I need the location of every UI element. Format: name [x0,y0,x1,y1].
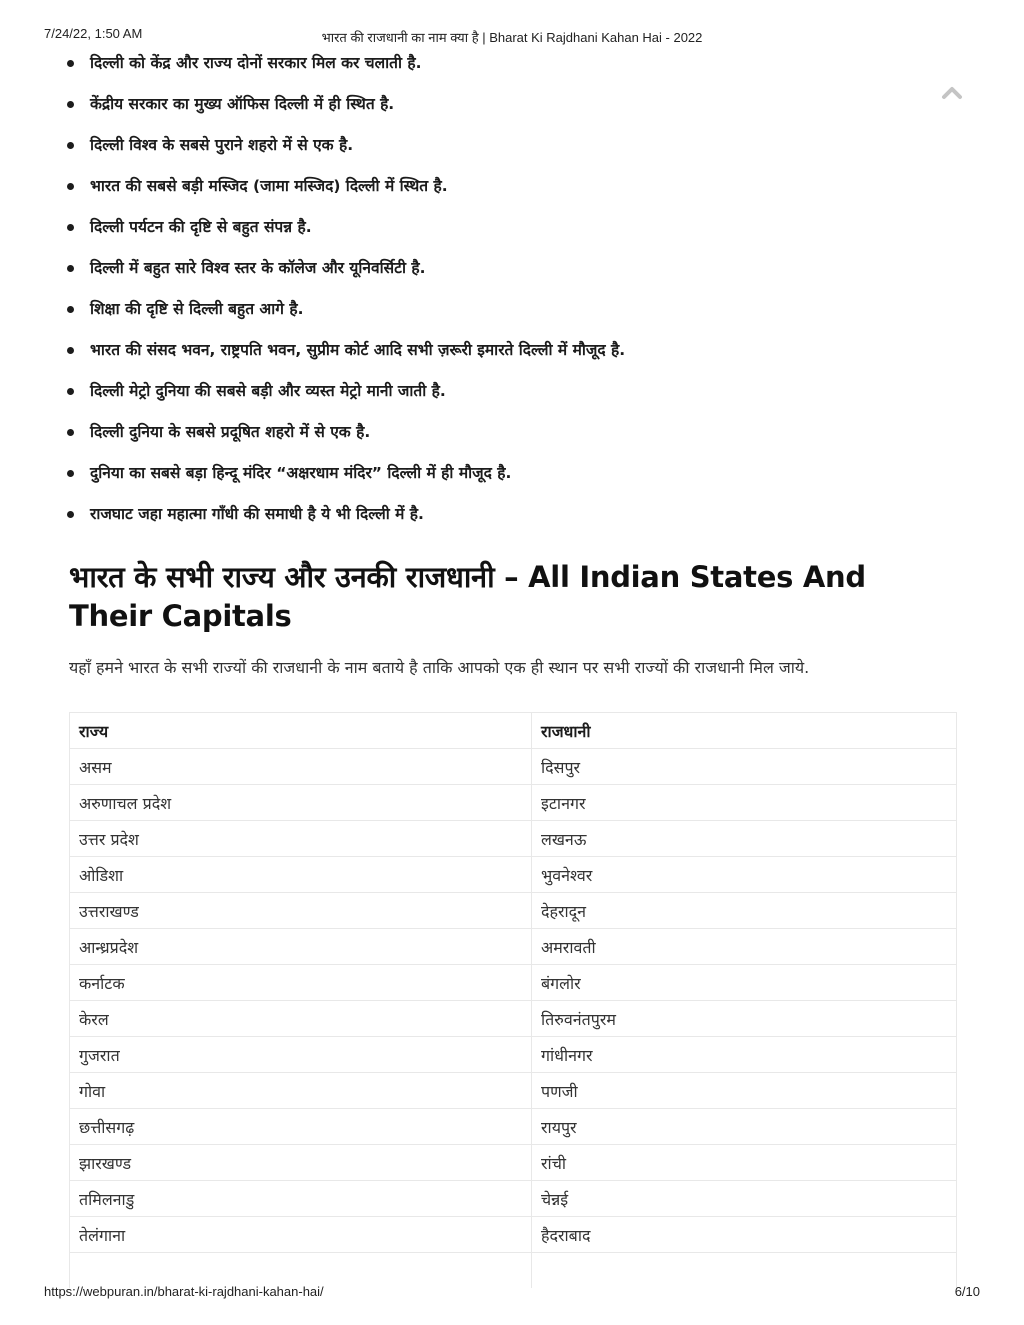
bullet-dot [67,306,74,313]
list-item [0,131,1024,172]
capital-cell: चेन्नई [532,1181,957,1217]
bullet-dot [67,429,74,436]
print-page-number: 6/10 [954,1284,980,1299]
print-header [0,26,1024,44]
capital-cell: इटानगर [532,785,957,821]
list-item [0,295,1024,336]
capital-cell: गांधीनगर [532,1037,957,1073]
states-capitals-table [69,712,957,1288]
state-cell: तेलंगाना [70,1217,532,1253]
capital-cell: रांची [532,1145,957,1181]
list-item [0,254,1024,295]
table-row-partial [70,1253,957,1289]
bullet-dot [67,60,74,67]
bullet-dot [67,511,74,518]
list-item-text: दिल्ली में बहुत सारे विश्व स्तर के कॉलेज और यूनिवर्सिटी है. [90,259,426,277]
state-cell: गोवा [70,1073,532,1109]
table-row [70,1001,957,1037]
list-item [0,213,1024,254]
capital-cell: भुवनेश्वर [532,857,957,893]
capital-cell: हैदराबाद [532,1217,957,1253]
capital-cell: तिरुवनंतपुरम [532,1001,957,1037]
bullet-dot [67,388,74,395]
list-item-text: भारत की सबसे बड़ी मस्जिद (जामा मस्जिद) दिल्ली में स्थित है. [90,177,448,195]
list-item [0,418,1024,459]
bullet-dot [67,224,74,231]
state-cell: छत्तीसगढ़ [70,1109,532,1145]
list-item-text: दिल्ली दुनिया के सबसे प्रदूषित शहरो में से एक है. [90,423,371,441]
bullet-dot [67,101,74,108]
list-item-text: शिक्षा की दृष्टि से दिल्ली बहुत आगे है. [90,300,304,318]
state-cell: गुजरात [70,1037,532,1073]
list-item [0,336,1024,377]
list-item-text: भारत की संसद भवन, राष्ट्रपति भवन, सुप्रीम कोर्ट आदि सभी ज़रूरी इमारते दिल्ली में मौजूद है. [90,341,626,359]
capital-cell: अमरावती [532,929,957,965]
list-item [0,172,1024,213]
bullet-dot [67,142,74,149]
state-cell: उत्तर प्रदेश [70,821,532,857]
table-row [70,821,957,857]
table-row [70,785,957,821]
empty-cell [532,1253,957,1289]
state-cell: केरल [70,1001,532,1037]
state-cell: उत्तराखण्ड [70,893,532,929]
list-item-text: केंद्रीय सरकार का मुख्य ऑफिस दिल्ली में ही स्थित है. [90,95,395,113]
list-item [0,49,1024,90]
bullet-dot [67,183,74,190]
table-row [70,1181,957,1217]
delhi-facts-list [0,49,1024,541]
table-header-state: राज्य [70,713,532,749]
print-datetime: 7/24/22, 1:50 AM [44,26,143,41]
bullet-dot [67,470,74,477]
table-row [70,929,957,965]
bullet-dot [67,347,74,354]
state-cell: आन्ध्रप्रदेश [70,929,532,965]
table-header-row [70,713,957,749]
list-item-text: दिल्ली मेट्रो दुनिया की सबसे बड़ी और व्यस्त मेट्रो मानी जाती है. [90,382,446,400]
table-row [70,749,957,785]
list-item-text: दुनिया का सबसे बड़ा हिन्दू मंदिर “अक्षरधाम मंदिर” दिल्ली में ही मौजूद है. [90,464,512,482]
list-item-text: राजघाट जहा महात्मा गाँधी की समाधी है ये भी दिल्ली में है. [90,505,424,523]
table-row [70,965,957,1001]
capital-cell: बंगलोर [532,965,957,1001]
print-url: https://webpuran.in/bharat-ki-rajdhani-kahan-hai/ [44,1284,324,1299]
table-row [70,857,957,893]
table-row [70,1217,957,1253]
empty-cell [70,1253,532,1289]
state-cell: झारखण्ड [70,1145,532,1181]
state-cell: अरुणाचल प्रदेश [70,785,532,821]
list-item [0,377,1024,418]
table-row [70,1073,957,1109]
table-row [70,1145,957,1181]
table-row [70,1109,957,1145]
capital-cell: देहरादून [532,893,957,929]
list-item [0,459,1024,500]
capital-cell: दिसपुर [532,749,957,785]
table-row [70,1037,957,1073]
list-item-text: दिल्ली विश्व के सबसे पुराने शहरो में से एक है. [90,136,354,154]
print-page-title: भारत की राजधानी का नाम क्या है | Bharat Ki Rajdhani Kahan Hai - 2022 [321,30,703,45]
list-item-text: दिल्ली पर्यटन की दृष्टि से बहुत संपन्न है. [90,218,312,236]
state-cell: कर्नाटक [70,965,532,1001]
section-intro: यहाँ हमने भारत के सभी राज्यों की राजधानी के नाम बताये है ताकि आपको एक ही स्थान पर सभी राज्यों की राजधानी मिल जाये. [69,658,810,677]
capital-cell: रायपुर [532,1109,957,1145]
state-cell: तमिलनाडु [70,1181,532,1217]
table-header-capital: राजधानी [532,713,957,749]
list-item-text: दिल्ली को केंद्र और राज्य दोनों सरकार मिल कर चलाती है. [90,54,422,72]
capital-cell: लखनऊ [532,821,957,857]
print-footer [0,1284,1024,1302]
table-row [70,893,957,929]
list-item [0,90,1024,131]
state-cell: ओडिशा [70,857,532,893]
list-item [0,500,1024,541]
section-heading: भारत के सभी राज्य और उनकी राजधानी – All Indian States And Their Capitals [69,560,866,633]
state-cell: असम [70,749,532,785]
bullet-dot [67,265,74,272]
capital-cell: पणजी [532,1073,957,1109]
